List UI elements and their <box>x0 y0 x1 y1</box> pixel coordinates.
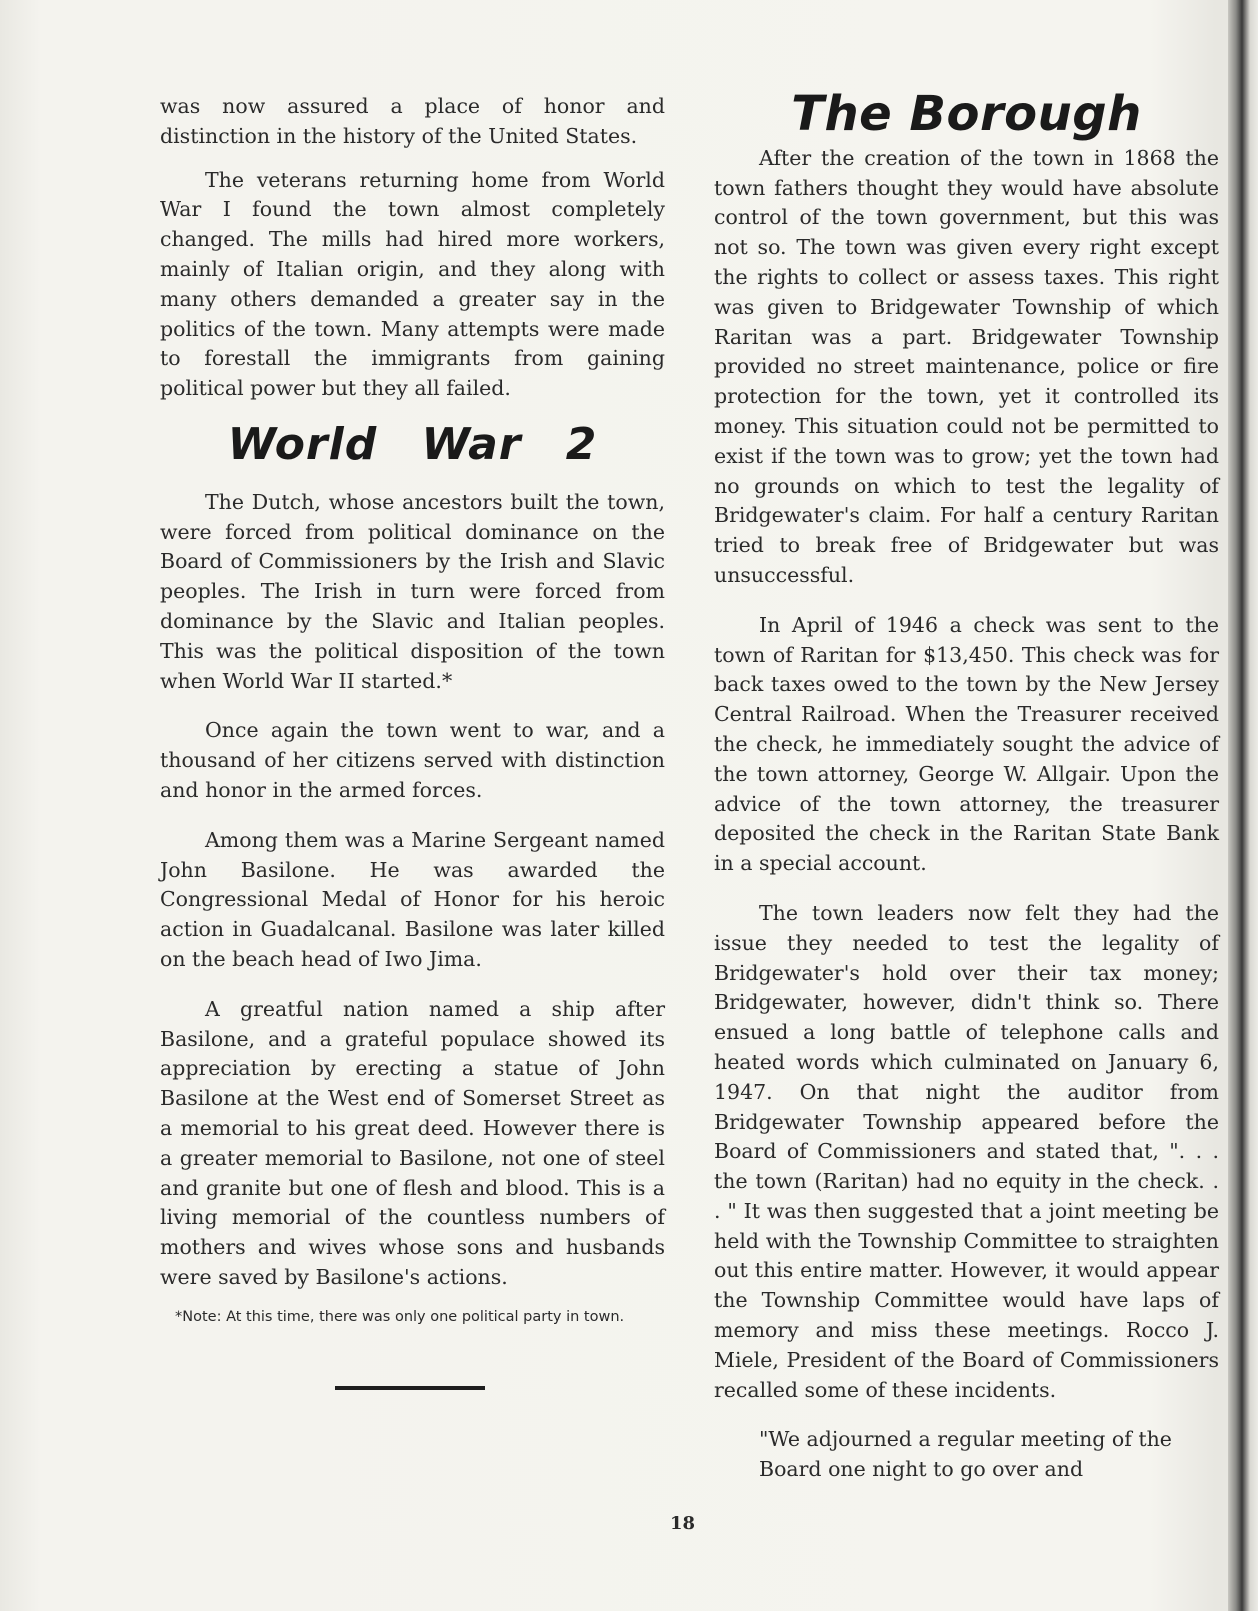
continued-paragraph: was now assured a place of honor and distinction in the history of the United States. <box>160 94 665 148</box>
left-column <box>160 0 665 1327</box>
paragraph-creation: After the creation of the town in 1868 the town fathers thought they would have absolute control of the town government, but this was not so. The town was given every right except the rights to collect or assess taxes. This right was given to Bridgewater Township of which Raritan was a part. Bridgewater Township provided no street maintenance, police or fire protection for the town, yet it controlled its money. This situation could not be permitted to exist if the town was to grow; yet the town had no grounds on which to test the legality of Bridgewater's claim. For half a century Raritan tried to break free of Bridgewater but was unsuccessful. <box>714 145 1219 587</box>
right-column <box>714 0 1219 1485</box>
paragraph-veterans: The veterans returning home from World War I found the town almost completely changed. The mills had hired more workers, mainly of Italian origin, and they along with many others demanded a greater say in the politics of the town. Many attempts were made to forestall the immigrants from gaining political power but they all failed. <box>160 167 665 401</box>
page-binding-edge <box>1228 0 1258 1611</box>
footnote: *Note: At this time, there was only one political party in town. <box>175 1308 625 1325</box>
paragraph-check: In April of 1946 a check was sent to the town of Raritan for $13,450. This check was for back taxes owed to the town by the New Jersey Central Railroad. When the Treasurer received the check, he immediately sought the advice of the town attorney, George W. Allgair. Upon the advice of the town attorney, the treasurer deposited the check in the Raritan State Bank in a special account. <box>714 612 1219 876</box>
quote-miele: "We adjourned a regular meeting of the Board one night to go over and <box>759 1427 1172 1482</box>
heading-world-war-2: World War 2 <box>227 418 598 470</box>
paragraph-basilone: Among them was a Marine Sergeant named John Basilone. He was awarded the Congressional Medal of Honor for his heroic action in Guadalcanal. Basilone was later killed on the beach head of Iwo Jima. <box>160 827 665 971</box>
paragraph-dutch: The Dutch, whose ancestors built the town, were forced from political dominance on the Board of Commissioners by the Irish and Slavic peoples. The Irish in turn were forced from dominance by the Slavic and Italian peoples. This was the political disposition of the town when World War II started.* <box>160 489 665 693</box>
paragraph-memorial: A greatful nation named a ship after Basilone, and a grateful populace showed its appreciation by erecting a statue of John Basilone at the West end of Somerset Street as a memorial to his great deed. However there is a greater memorial to Basilone, not one of steel and granite but one of flesh and blood. This is a living memorial of the countless numbers of mothers and wives whose sons and husbands were saved by Basilone's actions. <box>160 996 665 1289</box>
section-divider-rule <box>335 1386 485 1390</box>
paragraph-leaders: The town leaders now felt they had the issue they needed to test the legality of Bridgewater's hold over their tax money; Bridgewater, however, didn't think so. There ensued a long battle of telephone calls and heated words which culminated on January 6, 1947. On that night the auditor from Bridgewater Township appeared before the Board of Commissioners and stated that, ". . . the town (Raritan) had no equity in the check. . . " It was then suggested that a joint meeting be held with the Township Committee to straighten out this entire matter. However, it would appear the Township Committee would have laps of memory and miss these meetings. Rocco J. Miele, President of the Board of Commissioners recalled some of these incidents. <box>714 900 1219 1402</box>
paragraph-war: Once again the town went to war, and a thousand of her citizens served with distinction and honor in the armed forces. <box>160 718 665 802</box>
page-number: 18 <box>670 1513 696 1534</box>
heading-the-borough: The Borough <box>791 86 1142 142</box>
